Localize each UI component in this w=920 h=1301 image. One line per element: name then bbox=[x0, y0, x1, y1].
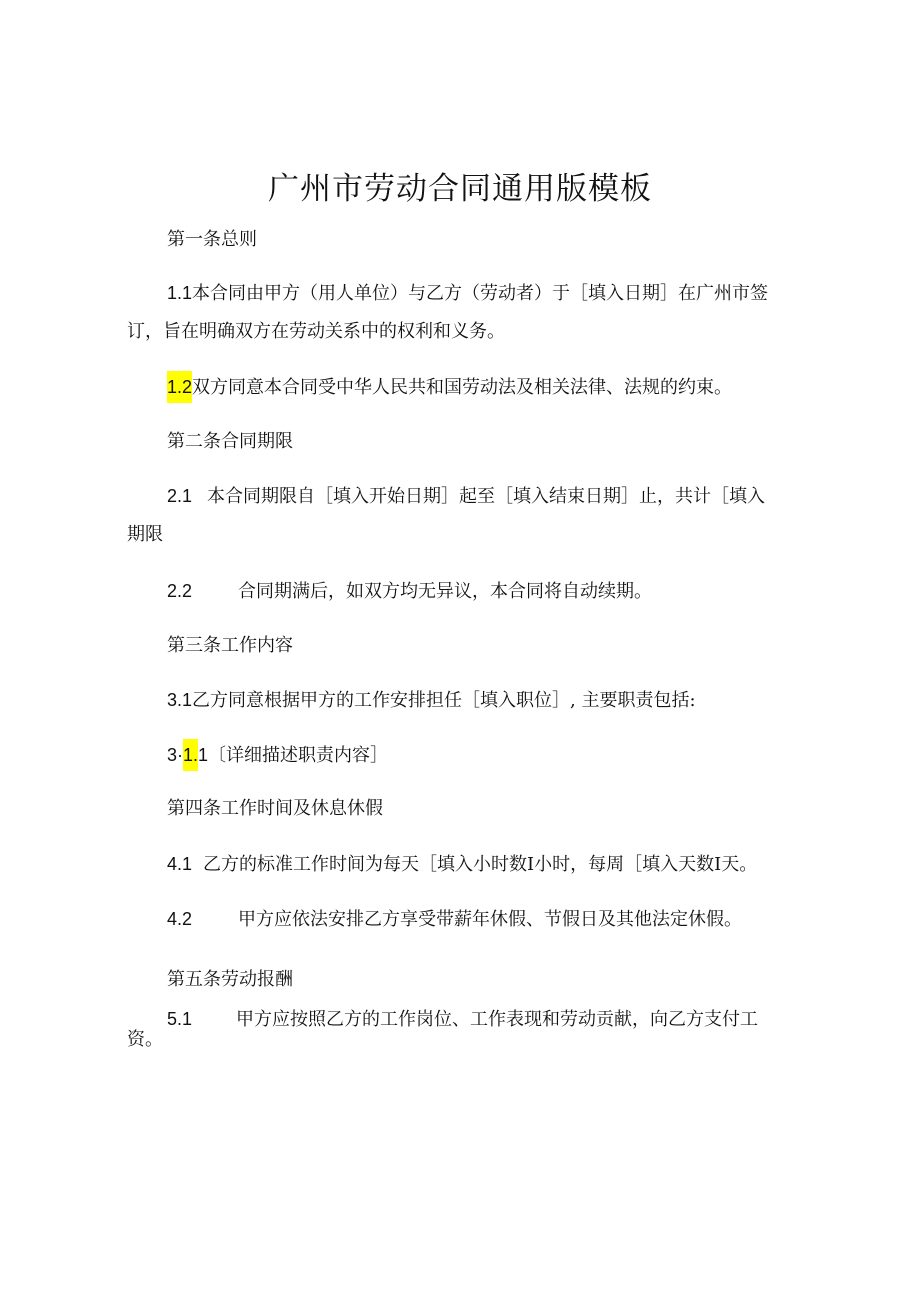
clause-1-2 bbox=[167, 375, 732, 400]
article-5-heading: 第五条劳动报酬 bbox=[167, 969, 293, 990]
clause-number-suffix: 1 bbox=[198, 745, 209, 765]
clause-number: 5.1 bbox=[167, 1009, 193, 1029]
article-4-heading: 第四条工作时间及休息休假 bbox=[167, 798, 383, 819]
clause-5-1-line-1 bbox=[167, 1007, 758, 1032]
clause-text: 本合同期限自［填入开始日期］起至［填入结束日期］止，共计［填入 bbox=[207, 486, 766, 507]
clause-number: 4.2 bbox=[167, 909, 193, 929]
clause-text: 甲方应按照乙方的工作岗位、工作表现和劳动贡献，向乙方支付工 bbox=[236, 1009, 759, 1030]
article-2-heading: 第二条合同期限 bbox=[167, 431, 293, 452]
clause-number: 2.2 bbox=[167, 581, 193, 601]
clause-number: 3.1 bbox=[167, 690, 193, 710]
clause-4-1 bbox=[167, 852, 757, 877]
clause-text: 〔详细描述职责内容］ bbox=[208, 745, 389, 766]
document-title: 广州市劳动合同通用版模板 bbox=[268, 171, 652, 207]
clause-2-1-line-2: 期限 bbox=[127, 524, 163, 545]
clause-number: 2.1 bbox=[167, 486, 193, 506]
clause-number: 4.1 bbox=[167, 854, 193, 874]
clause-text: 双方同意本合同受中华人民共和国劳动法及相关法律、法规的约束。 bbox=[192, 377, 733, 398]
clause-number: 1.1 bbox=[167, 283, 193, 303]
clause-number-prefix: 3· bbox=[167, 745, 184, 765]
clause-2-2 bbox=[167, 579, 652, 604]
clause-3-1-1 bbox=[167, 743, 388, 768]
clause-1-1-line-1 bbox=[167, 281, 768, 306]
clause-text: 乙方同意根据甲方的工作安排担任［填入职位］, 主要职责包括: bbox=[192, 690, 696, 711]
clause-text: 乙方的标准工作时间为每天［填入小时数I小时，每周［填入天数I天。 bbox=[203, 854, 758, 875]
clause-5-1-line-2: 资。 bbox=[127, 1029, 163, 1050]
clause-text: 合同期满后，如双方均无异议，本合同将自动续期。 bbox=[238, 581, 653, 602]
clause-1-1-line-2: 订，旨在明确双方在劳动关系中的权利和义务。 bbox=[127, 321, 505, 342]
clause-text: 本合同由甲方（用人单位）与乙方（劳动者）于［填入日期］在广州市签 bbox=[192, 283, 769, 304]
clause-text: 甲方应依法安排乙方享受带薪年休假、节假日及其他法定休假。 bbox=[238, 909, 743, 930]
clause-number-highlighted: 1. bbox=[183, 739, 198, 771]
clause-4-2 bbox=[167, 907, 742, 932]
clause-2-1-line-1 bbox=[167, 484, 765, 509]
clause-number-highlighted: 1.2 bbox=[167, 371, 192, 403]
article-1-heading: 第一条总则 bbox=[167, 229, 257, 250]
article-3-heading: 第三条工作内容 bbox=[167, 635, 293, 656]
clause-3-1 bbox=[167, 688, 696, 713]
